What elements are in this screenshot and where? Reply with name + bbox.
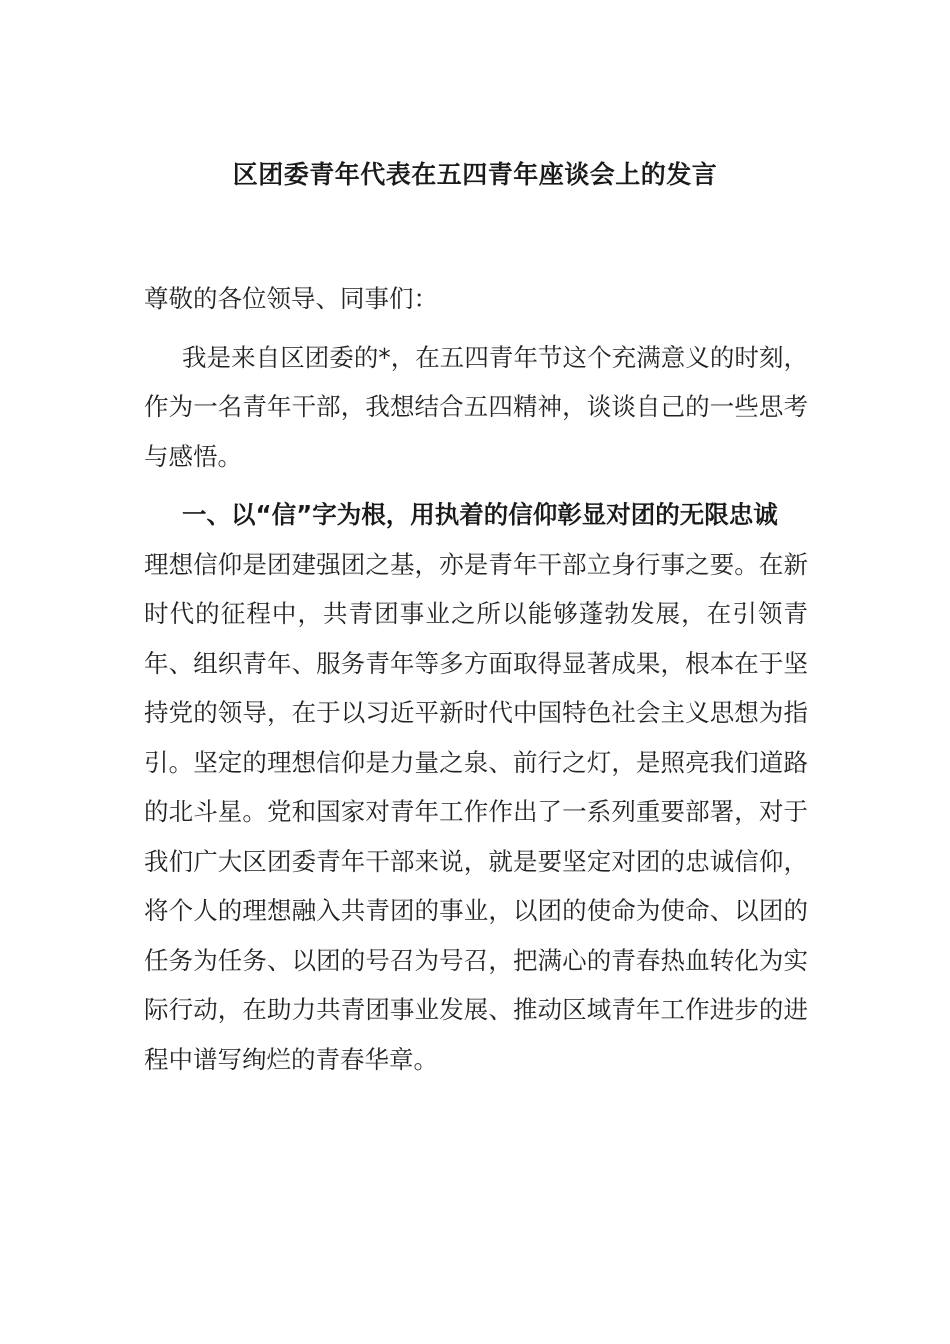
document-body	[144, 274, 808, 1084]
section-heading: 一、以“信”字为根，用执着的信仰彰显对团的无限忠诚	[182, 500, 778, 529]
section-body-paragraph: 理想信仰是团建强团之基，亦是青年干部立身行事之要。在新时代的征程中，共青团事业之所以能够蓬勃发展，在引领青年、组织青年、服务青年等多方面取得显著成果，根本在于坚持党的领导，在于以习近平新时代中国特色社会主义思想为指引。坚定的理想信仰是力量之泉、前行之灯，是照亮我们道路的北斗星。党和国家对青年工作作出了一系列重要部署，对于我们广大区团委青年干部来说，就是要坚定对团的忠诚信仰，将个人的理想融入共青团的事业，以团的使命为使命、以团的任务为任务、以团的号召为号召，把满心的青春热血转化为实际行动，在助力共青团事业发展、推动区域青年工作进步的进程中谱写绚烂的青春华章。	[144, 549, 808, 1074]
intro-paragraph: 我是来自区团委的*，在五四青年节这个充满意义的时刻，作为一名青年干部，我想结合五四精神，谈谈自己的一些思考与感悟。	[144, 342, 808, 471]
salutation: 尊敬的各位领导、同事们：	[144, 284, 438, 313]
document-title: 区团委青年代表在五四青年座谈会上的发言	[232, 160, 718, 189]
